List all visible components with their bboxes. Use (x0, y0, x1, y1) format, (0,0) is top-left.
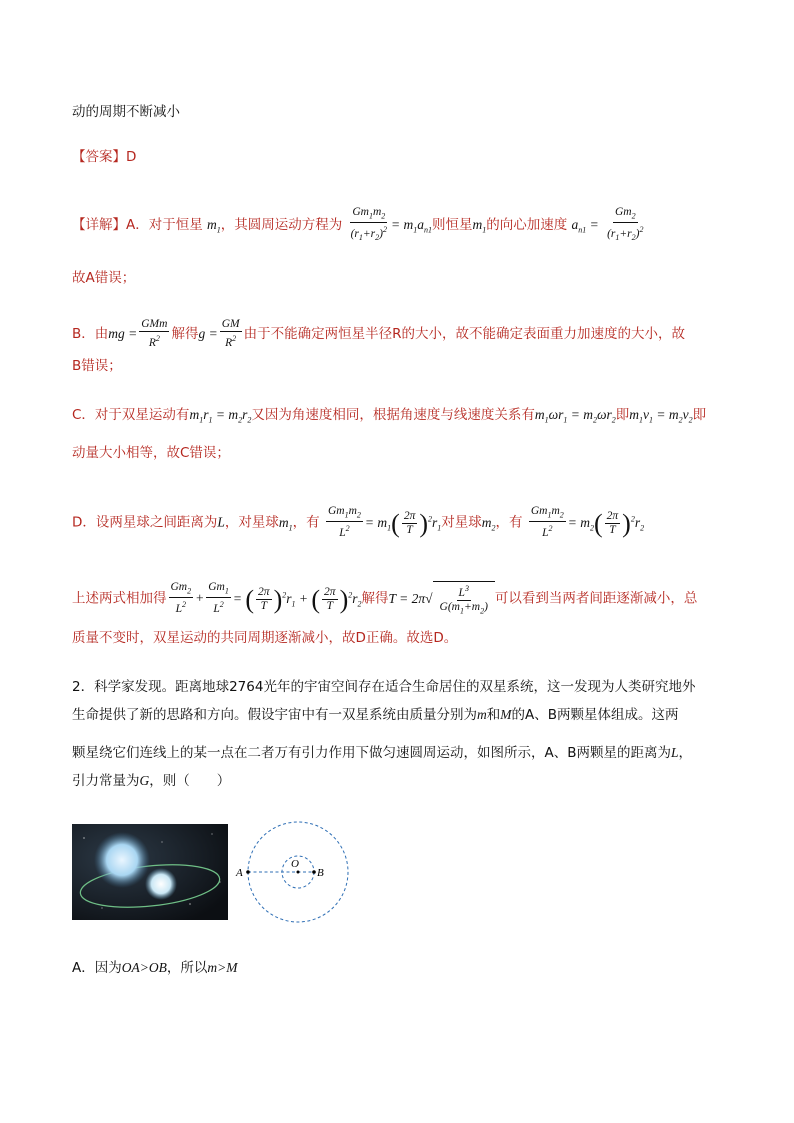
sum-line: 上述两式相加得 $\frac{Gm_2}{L^2}$ + $\frac{Gm_1}{L^2}$ = ( $\frac{2\pi}{T}$ )$^2r_1$ + ( $\frac{2\pi}{T}$ )$^2r_2$解得T = 2π√ $\frac{L^3}{G(m_1+m_2)}$ 可以看到当两者间距逐渐减小，总 (72, 581, 698, 616)
formula-d2-left: $\frac{Gm_1m_2}{L^2}$ (530, 505, 564, 540)
c-text-2: 又因为角速度相同，根据角速度与线速度关系有 (251, 407, 535, 423)
formula-gmm: $\frac{\text{GMm}}{R^2}$ (141, 318, 168, 349)
b-text-2: 解得 (171, 325, 199, 342)
var-m1: $m_1$ (207, 217, 221, 235)
conclusion: 质量不变时，双星运动的共同周期逐渐减小，故D正确。故选D。 (72, 630, 458, 646)
b-text-1: B．由 (72, 325, 109, 342)
var-M: M (500, 707, 512, 722)
var-m: m (477, 707, 487, 722)
formula-d1-left: $\frac{Gm_1m_2}{L^2}$ (327, 505, 361, 540)
b-text-3: 由于不能确定两恒星半径R的大小，故不能确定表面重力加速度的大小，故 (243, 325, 685, 342)
q2-line-2: 生命提供了新的思路和方向。假设宇宙中有一双星系统由质量分别为m和M的A、B两颗星体组成。这两 (72, 707, 679, 723)
detail-c-line (72, 405, 706, 431)
c-text-4: 即 (692, 407, 707, 423)
formula-mwr: $m_1\omega r_1 = m_2\omega r_2$ (534, 407, 616, 425)
formula-an1-frac: $\frac{Gm_2}{(r_1+r_2)^2}$ (607, 206, 644, 243)
formula-mv: $m_1v_1 = m_2v_2$ (629, 407, 693, 425)
binary-star-photo (72, 824, 228, 920)
d-text-2: ，对星球 (224, 514, 279, 531)
point-A (246, 870, 250, 874)
c-text-3: 即 (615, 407, 630, 423)
formula-sum-2: $\frac{Gm_1}{L^2}$ (208, 581, 229, 616)
label-A: A (236, 867, 243, 879)
formula-T: T = 2π√ $\frac{L^3}{G(m_1+m_2)}$ (389, 591, 495, 606)
d-text-5: ，有 (495, 514, 523, 531)
sum-text-3: 可以看到当两者间距逐渐减小，总 (494, 590, 698, 607)
formula-d2-right: = $m_2$( $\frac{2\pi}{T}$ )$^2r_2$ (567, 508, 645, 538)
c-wrong: 动量大小相等，故C错误； (72, 445, 230, 461)
d-text-1: D．设两星球之间距离为 (72, 514, 218, 531)
sum-text-2: 解得 (361, 590, 389, 607)
label-O: O (291, 858, 299, 870)
text-line-1: 动的周期不断减小 (72, 104, 180, 120)
q2-line-4: 引力常量为G，则（ ） (72, 773, 231, 789)
var-m1c: $m_1$ (278, 514, 293, 533)
d-text-3: ，有 (292, 514, 320, 531)
a-text-3: 则恒星 (431, 217, 473, 234)
formula-oa-ob: OA>OB (121, 960, 167, 975)
detail-b-line (72, 318, 685, 350)
option-a: A．因为OA>OB，所以m>M (72, 960, 238, 976)
d-text-4: 对星球 (441, 514, 482, 531)
formula-sum-right: = ( $\frac{2\pi}{T}$ )$^2r_1$ + ( $\frac{2\pi}{T}$ )$^2r_2$ (232, 584, 362, 614)
a-text-1: A．对于恒星 (126, 217, 203, 234)
answer-line (72, 147, 136, 167)
formula-mr: $m_1r_1 = m_2r_2$ (189, 407, 252, 425)
q2-line-1: 2．科学家发现。距离地球2764光年的宇宙空间存在适合生命居住的双星系统，这一发现为人类研究地外 (72, 679, 696, 695)
formula-ma: = $m_1a_{n1}$ (391, 217, 432, 235)
label-B: B (317, 867, 324, 879)
var-L2: L (671, 745, 679, 760)
c-text-1: C．对于双星运动有 (72, 407, 190, 423)
point-B (312, 870, 316, 874)
formula-gm: $\frac{GM}{R^2}$ (221, 318, 240, 349)
formula-m-gt-M: m>M (207, 960, 238, 975)
point-O (297, 871, 300, 874)
b-wrong: B错误； (72, 358, 122, 374)
detail-label: 【详解】 (72, 217, 126, 234)
sum-text-1: 上述两式相加得 (72, 590, 167, 607)
formula-d1-right: = $m_1$( $\frac{2\pi}{T}$ )$^2r_1$ (364, 508, 442, 538)
a-wrong: 故A错误； (72, 270, 136, 286)
formula-mg: mg = (108, 325, 138, 341)
formula-sum-1: $\frac{Gm_2}{L^2}$ (170, 581, 192, 616)
detail-d-line (72, 505, 644, 540)
var-L: L (217, 514, 225, 530)
a-text-2: ，其圆周运动方程为 (220, 217, 343, 234)
answer-label: 【答案】 (72, 149, 126, 165)
orbit-diagram (232, 816, 354, 928)
q2-line-3: 颗星绕它们连线上的某一点在二者万有引力作用下做匀速圆周运动，如图所示，A、B两颗星的距离为L， (72, 745, 693, 761)
formula-an1: $a_{n1}$ = (571, 217, 599, 235)
var-m2: $m_2$ (481, 514, 496, 533)
formula-g: g = (198, 325, 218, 341)
detail-a-line (72, 206, 647, 244)
var-G: G (139, 773, 150, 788)
var-m1b: $m_1$ (472, 217, 487, 235)
formula-gravity: $\frac{Gm_1m_2}{(r_1+r_2)^2}$ (350, 206, 387, 243)
answer-value: D (126, 149, 137, 165)
a-text-4: 的向心加速度 (486, 217, 568, 234)
